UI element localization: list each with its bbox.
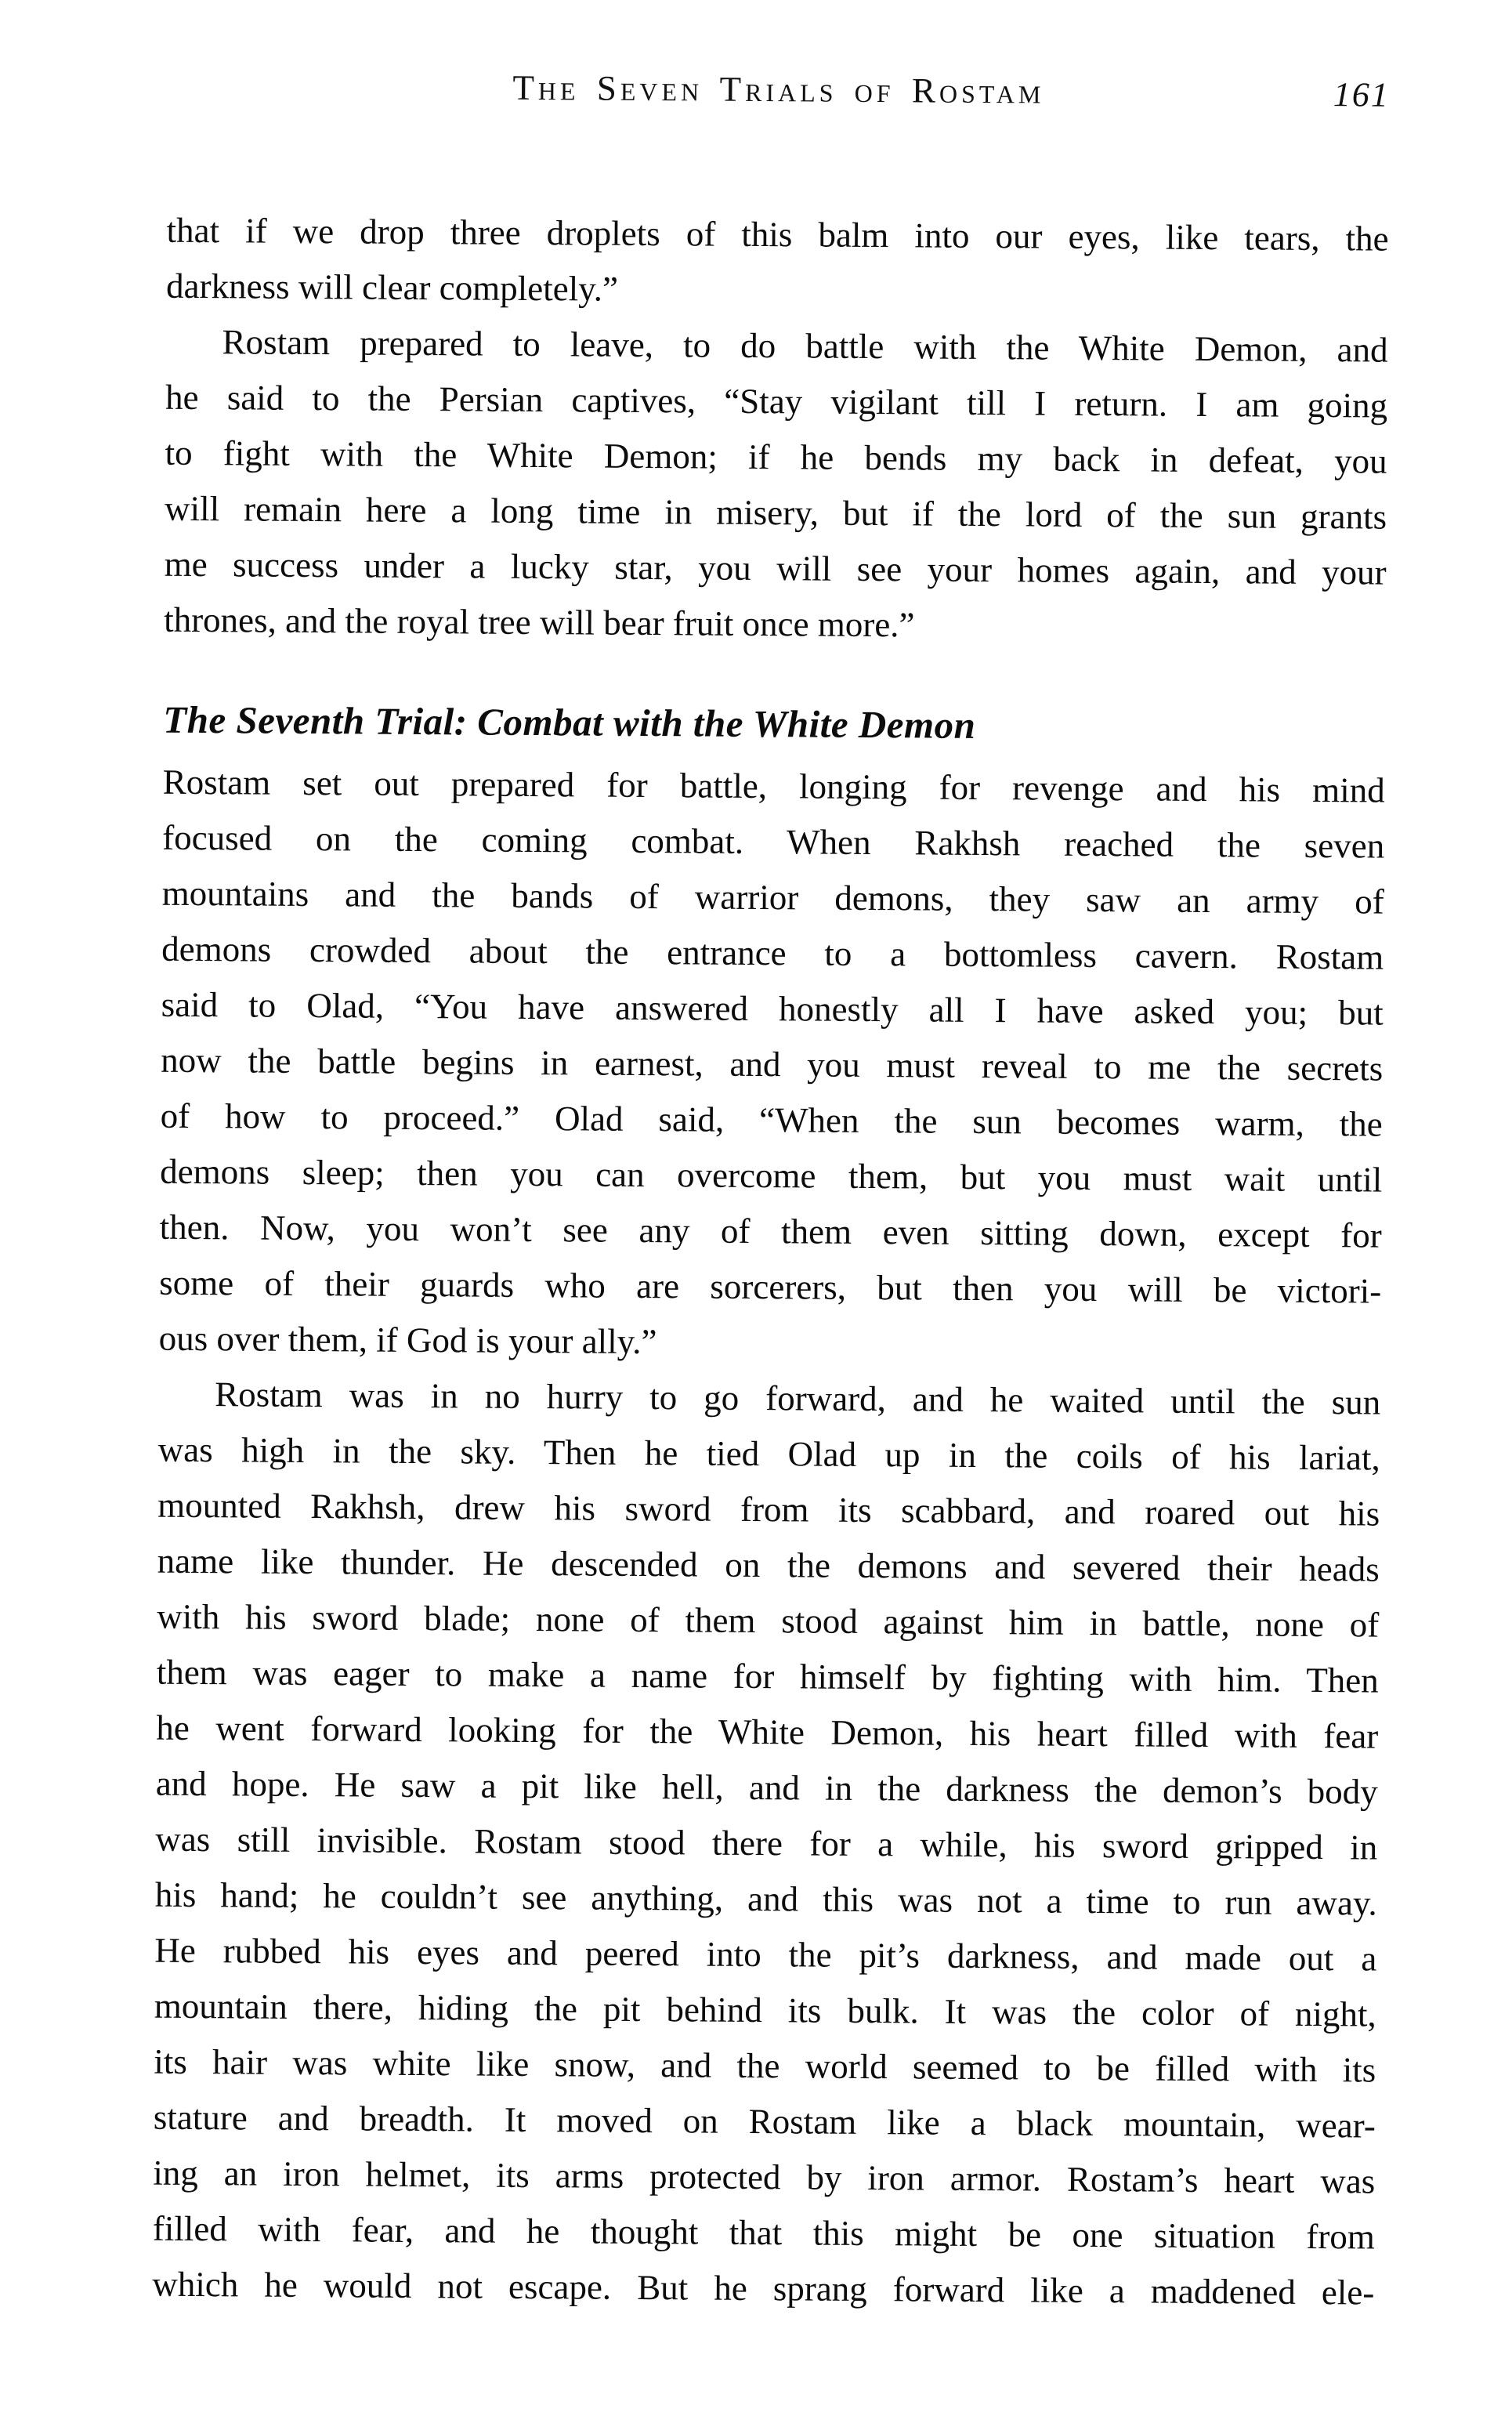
text-line: Rostam was in no hurry to go forward, and he waited until the sun (215, 1374, 1381, 1422)
text-line: now the battle begins in earnest, and you must reveal to me the secrets (161, 1040, 1384, 1088)
text-line: ing an iron helmet, its arms protected by iron armor. Rostam’s heart was (153, 2153, 1376, 2201)
text-line: demons crowded about the entrance to a bottomless cavern. Rostam (161, 929, 1384, 977)
text-line: focused on the coming combat. When Rakhsh reached the seven (162, 817, 1385, 866)
text-line: his hand; he couldn’t see anything, and this was not a time to run away. (154, 1874, 1377, 1923)
text-line: which he would not escape. But he sprang forward like a maddened ele- (152, 2264, 1375, 2313)
section-heading: The Seventh Trial: Combat with the White Demon (163, 697, 976, 747)
text-line: its hair was white like snow, and the world seemed to be filled with its (154, 2041, 1376, 2090)
running-title: The Seven Trials of Rostam (512, 67, 1045, 111)
text-line: mountain there, hiding the pit behind its bulk. It was the color of night, (154, 1986, 1376, 2034)
text-line: that if we drop three droplets of this balm into our eyes, like tears, the (166, 210, 1389, 259)
text-line: me success under a lucky star, you will see your homes again, and your (164, 544, 1387, 592)
text-line: was still invisible. Rostam stood there for a while, his sword gripped in (155, 1819, 1378, 1867)
text-line: was high in the sky. Then he tied Olad up in the coils of his lariat, (157, 1429, 1380, 1478)
text-line: will remain here a long time in misery, but if the lord of the sun grants (164, 488, 1387, 537)
body-text (152, 203, 1389, 2321)
text-line: Rostam set out prepared for battle, longing for revenge and his mind (162, 762, 1385, 810)
text-line: filled with fear, and he thought that this might be one situation from (152, 2208, 1375, 2257)
text-line: thrones, and the royal tree will bear fruit once more.” (164, 599, 915, 645)
text-line: of how to proceed.” Olad said, “When the sun becomes warm, the (160, 1096, 1383, 1144)
text-line: he said to the Persian captives, “Stay vigilant till I return. I am going (165, 377, 1388, 426)
text-line: name like thunder. He descended on the demons and severed their heads (157, 1541, 1380, 1589)
text-line: mountains and the bands of warrior demons, they saw an army of (161, 873, 1384, 922)
text-line: ous over them, if God is your ally.” (158, 1318, 657, 1362)
text-line: He rubbed his eyes and peered into the pit’s darkness, and made out a (154, 1930, 1377, 1979)
text-line: with his sword blade; none of them stood against him in battle, none of (157, 1596, 1380, 1645)
text-line: to fight with the White Demon; if he bends my back in defeat, you (165, 433, 1387, 481)
text-line: Rostam prepared to leave, to do battle with the White Demon, and (222, 322, 1388, 370)
text-line: mounted Rakhsh, drew his sword from its scabbard, and roared out his (157, 1485, 1380, 1534)
text-line: and hope. He saw a pit like hell, and in the darkness the demon’s body (155, 1763, 1378, 1812)
text-line: demons sleep; then you can overcome them, but you must wait until (160, 1151, 1383, 1200)
text-line: some of their guards who are sorcerers, but then you will be victori- (159, 1262, 1382, 1311)
text-line: said to Olad, “You have answered honestly all I have asked you; but (161, 984, 1384, 1033)
text-line: them was eager to make a name for himself by fighting with him. Then (156, 1652, 1379, 1700)
text-line: then. Now, you won’t see any of them even sitting down, except for (159, 1207, 1382, 1255)
text-line: he went forward looking for the White Demon, his heart filled with fear (156, 1708, 1379, 1756)
text-line: darkness will clear completely.” (165, 266, 619, 309)
text-line: stature and breadth. It moved on Rostam like a black mountain, wear- (153, 2097, 1376, 2146)
page-number: 161 (1333, 75, 1391, 114)
